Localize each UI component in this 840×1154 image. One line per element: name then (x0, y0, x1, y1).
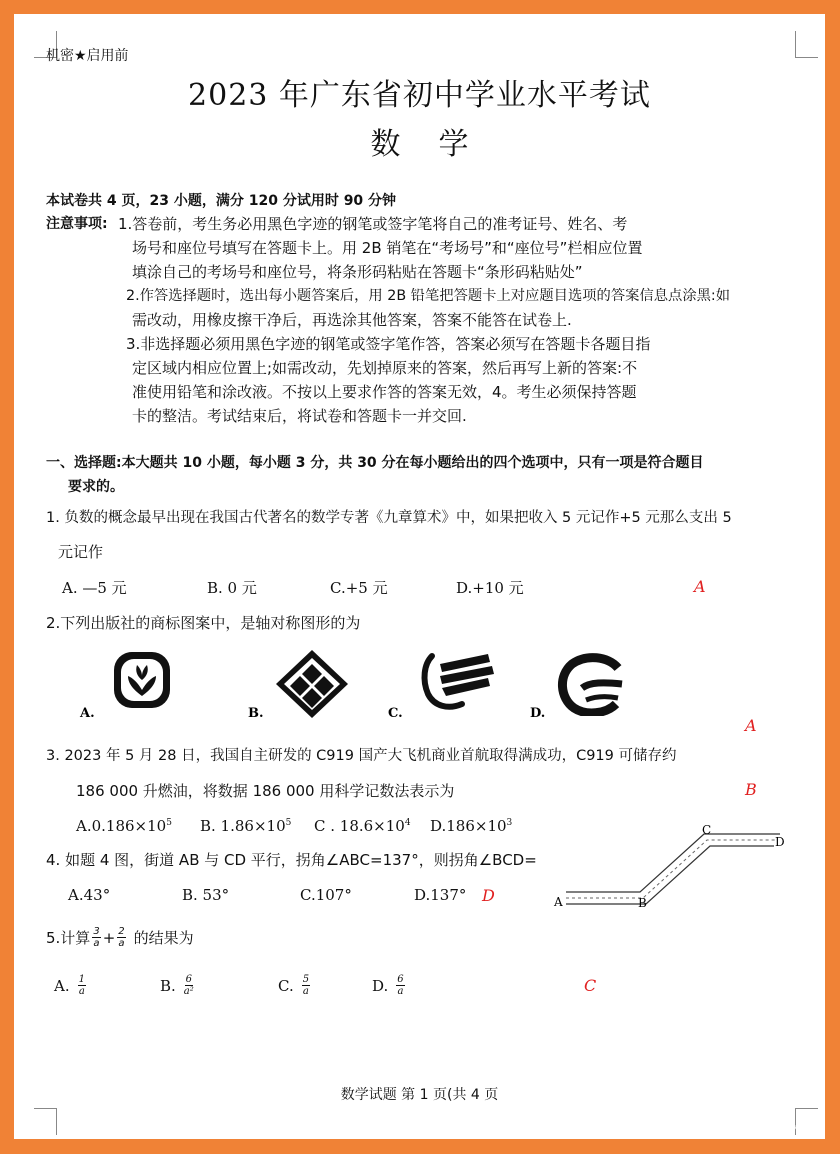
notice-line: 卡的整洁。考试结束后，将试卷和答题卡一并交回. (132, 407, 467, 425)
question-4-answer: D (482, 886, 495, 905)
question-2-text: 2.下列出版社的商标图案中，是轴对称图形的为 (46, 614, 361, 632)
exam-subject: 数学 (370, 127, 507, 162)
question-3-option-c: C . $18.6\times 10^4$ (314, 817, 411, 835)
logo-option-c-icon (418, 650, 498, 714)
question-1-answer: A (694, 577, 706, 596)
question-4-option-b: B. 53° (182, 886, 230, 904)
confidential-label: 机密★启用前 (46, 48, 129, 64)
logo-option-c-label: C. (388, 706, 403, 721)
notice-line: 3.非选择题必须用黑色字迹的钢笔或签字笔作答，答案必须写在答题卡各题目指 (126, 335, 651, 353)
question-3-text-cont: 186 000 升燃油，将数据 186 000 用科学记数法表示为 (76, 782, 455, 800)
exam-paper (14, 14, 825, 1139)
notice-line: 2.作答选择题时，选出每小题答案后，用 2B 铅笔把答题卡上对应题目选项的答案信息点涂黑:如 (126, 288, 731, 304)
logo-option-a-icon (104, 650, 182, 710)
notice-label: 注意事项: (46, 216, 108, 232)
logo-option-b-label: B. (248, 706, 264, 721)
notice-line: 1.答卷前，考生务必用黑色字迹的钢笔或签字笔将自己的准考证号、姓名、考 (118, 215, 628, 233)
notice-line: 定区域内相应位置上;如需改动，先划掉原来的答案，然后再写上新的答案:不 (132, 359, 638, 377)
question-1-option-d: D.+10 元 (456, 579, 524, 597)
figure-label-b: B (638, 896, 647, 910)
fraction: $\frac{3}{a}$ (93, 926, 100, 949)
crop-mark-top-right (795, 31, 818, 58)
question-4-option-a: A.43° (68, 886, 111, 904)
question-3-option-a: $A.0.186\times 10^5$ (76, 817, 172, 835)
question-3-option-d: $D.186\times 10^3$ (430, 817, 513, 835)
question-1-option-c: C.+5 元 (330, 579, 388, 597)
watermark: 头条 @图解初中数学 (661, 1121, 820, 1141)
question-4-option-d: D.137° (414, 886, 467, 904)
question-5-text: 5.计算 $\frac{3}{a}$ + $\frac{2}{a}$ 的结果为 (46, 926, 194, 949)
question-5-option-a: A. $\frac{1}{a}$ (54, 974, 85, 997)
section-heading-cont: 要求的。 (68, 479, 124, 495)
question-2-answer: A (745, 716, 757, 735)
question-1-text: 1. 负数的概念最早出现在我国古代著名的数学专著《九章算术》中，如果把收入 5 元记作+5 元那么支出 5 (46, 510, 732, 526)
question-3-answer: B (745, 780, 757, 799)
figure-label-a: A (554, 895, 563, 909)
crop-mark-bottom-left (34, 1108, 57, 1135)
exam-summary: 本试卷共 4 页，23 小题，满分 120 分试用时 90 分钟 (46, 193, 397, 209)
question-1-option-a: A. —5 元 (62, 579, 127, 597)
question-1-option-b: B. 0 元 (207, 579, 257, 597)
notice-line: 需改动，用橡皮擦干净后，再选涂其他答案，答案不能答在试卷上. (132, 311, 572, 329)
logo-option-b-icon (272, 648, 352, 720)
logo-option-d-icon (556, 652, 628, 716)
question-1-text-cont: 元记作 (58, 543, 104, 561)
figure-label-d: D (775, 835, 785, 849)
section-heading: 一、选择题:本大题共 10 小题，每小题 3 分，共 30 分在每小题给出的四个选项中，只有一项是符合题目 (46, 455, 704, 471)
question-5-option-b: B. $\frac{6}{\text{a²}}$ (160, 974, 194, 997)
question-3-text: 3. 2023 年 5 月 28 日，我国自主研发的 C919 国产大飞机商业首航取得满成功，C919 可储存约 (46, 748, 677, 764)
question-5-answer: C (584, 976, 597, 995)
question-4-option-c: C.107° (300, 886, 352, 904)
question-3-option-b: B. $1.86\times 10^5$ (200, 817, 292, 835)
question-5-option-c: C. $\frac{5}{a}$ (278, 974, 310, 997)
notice-line: 场号和座位号填写在答题卡上。用 2B 销笔在“考场号”和“座位号”栏相应位置 (132, 239, 643, 257)
logo-option-d-label: D. (530, 706, 546, 721)
page-footer: 数学试题 第 1 页(共 4 页 (340, 1087, 499, 1103)
figure-label-c: C (702, 823, 712, 837)
notice-line: 填涂自己的考场号和座位号，将条形码粘贴在答题卡“条形码粘贴处” (132, 263, 583, 281)
logo-option-a-label: A. (80, 706, 95, 721)
notice-line: 准使用铅笔和涂改液。不按以上要求作答的答案无效，4。考生必须保持答题 (132, 383, 637, 401)
exam-title: 2023 年广东省初中学业水平考试 (188, 78, 651, 113)
fraction: $\frac{2}{a}$ (118, 926, 125, 949)
street-figure-diagram (552, 822, 790, 912)
question-4-text: 4. 如题 4 图，街道 AB 与 CD 平行，拐角∠ABC=137°，则拐角∠BCD= (46, 851, 537, 869)
question-5-option-d: D. $\frac{6}{a}$ (372, 974, 404, 997)
